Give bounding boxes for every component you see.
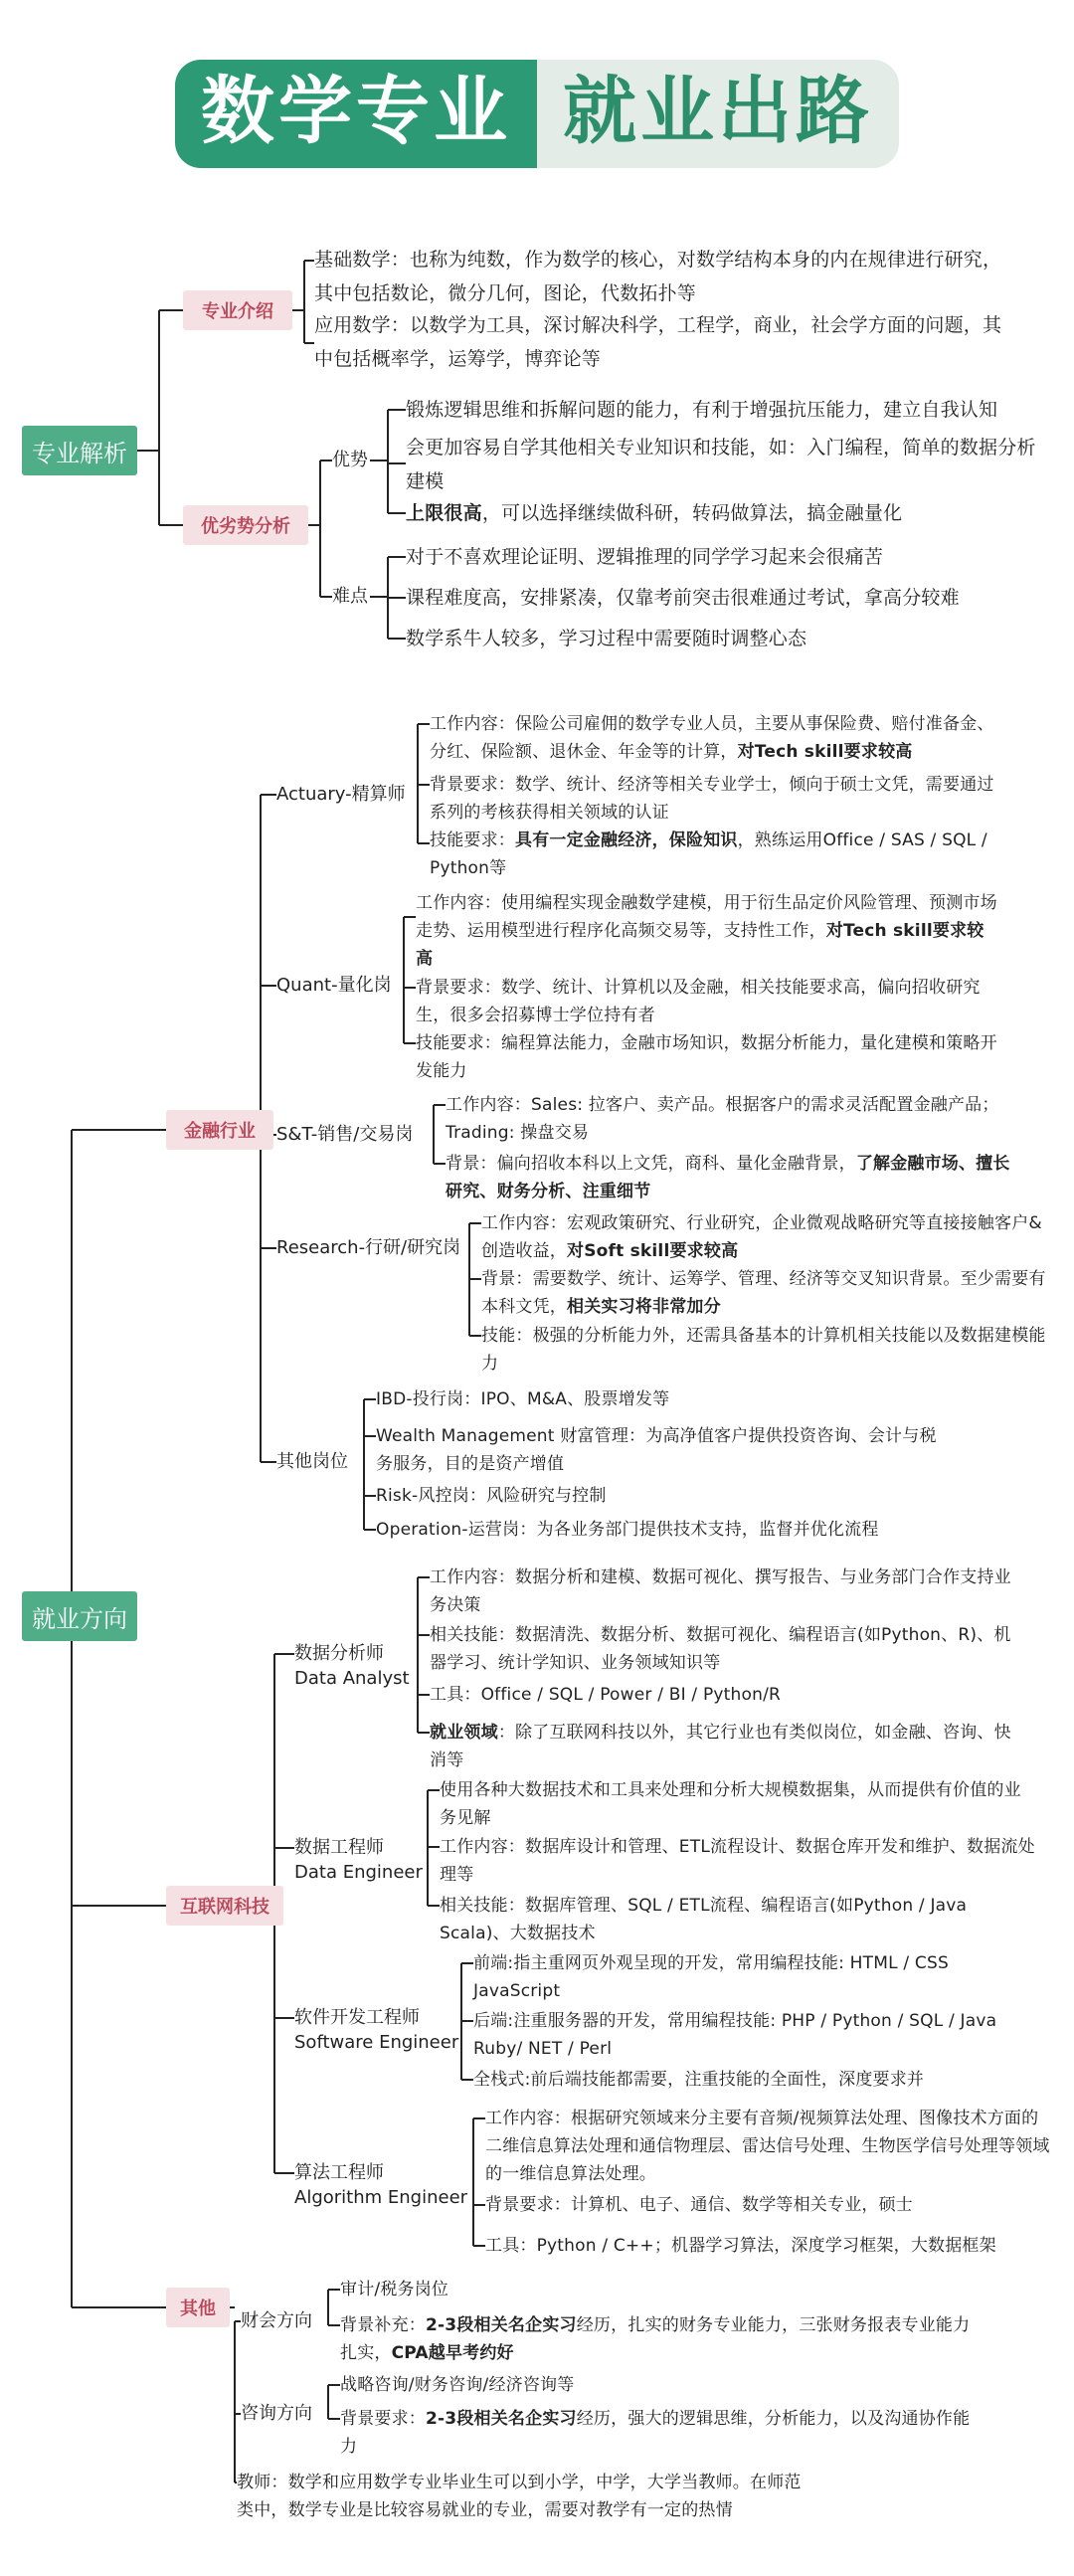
intro-pure-math — [314, 243, 1010, 310]
node-algorithm-engineer — [294, 2160, 467, 2210]
body-text: 经历，扎实的财务专业能力，三张财务报表专业能力扎实， — [340, 2315, 971, 2363]
pros-item-2 — [406, 431, 1042, 498]
body-text: 工作内容：保险公司雇佣的数学专业人员，主要从事保险费、赔付准备金、分红、保险额、退休金、年金等的计算， — [430, 714, 994, 762]
pros-item-3 — [406, 496, 1042, 530]
node-internet: 互联网科技 — [166, 1886, 283, 1926]
body-text: 技能要求： — [430, 830, 515, 850]
highlight-text: 具有一定金融经济，保险知识 — [515, 830, 738, 850]
body-text: 背景要求： — [340, 2409, 426, 2429]
body-text: 技能要求：编程算法能力，金融市场知识，数据分析能力，量化建模和策略开发能力 — [416, 1033, 997, 1081]
software-backend — [473, 2007, 1030, 2063]
highlight-text: 上限很高 — [406, 502, 482, 524]
body-text: 锻炼逻辑思维和拆解问题的能力，有利于增强抗压能力，建立自我认知 — [406, 399, 998, 421]
node-cons: 难点 — [332, 586, 368, 607]
body-text: 技能：极强的分析能力外，还需具备基本的计算机相关技能以及数据建模能力 — [481, 1326, 1046, 1374]
body-text: 数学系牛人较多，学习过程中需要随时调整心态 — [406, 628, 807, 649]
other-operation — [376, 1516, 953, 1544]
cons-item-2 — [406, 581, 1042, 615]
body-text: 工具：Office / SQL / Power / BI / Python/R — [430, 1685, 782, 1705]
software-fullstack — [473, 2066, 1030, 2094]
body-text: 教师：数学和应用数学专业毕业生可以到小学，中学，大学当教师。在师范类中，数学专业是比较容易就业的专业，需要对教学有一定的热情 — [237, 2473, 802, 2520]
software-engineer-cn: 软件开发工程师 — [294, 2007, 420, 2028]
body-text: 相关技能：数据库管理、SQL / ETL流程、编程语言(如Python / Java Scala)、大数据技术 — [440, 1896, 968, 1943]
body-text: 工作内容：使用编程实现金融数学建模，用于衍生品定价风险管理、预测市场走势、运用模型进行程序化高频交易等，支持性工作， — [416, 893, 997, 941]
node-actuary: Actuary-精算师 — [276, 784, 406, 805]
node-quant: Quant-量化岗 — [276, 975, 392, 996]
cons-item-1 — [406, 540, 1042, 574]
node-data-engineer — [294, 1835, 423, 1885]
node-finance: 金融行业 — [166, 1110, 273, 1150]
page-title — [175, 60, 899, 168]
software-frontend — [473, 1949, 1030, 2005]
analyst-work — [430, 1564, 1026, 1619]
snt-background — [446, 1150, 1022, 1205]
body-text: 会更加容易自学其他相关专业知识和技能，如：入门编程，简单的数据分析建模 — [406, 437, 1036, 492]
node-other-positions: 其他岗位 — [276, 1451, 348, 1472]
actuary-work — [430, 710, 1006, 766]
algorithm-work — [485, 2105, 1052, 2188]
consulting-background — [340, 2405, 977, 2461]
body-text: ，熟练运用Office / SAS / SQL / Python等 — [430, 830, 987, 878]
body-text: IBD-投行岗：IPO、M&A、股票增发等 — [376, 1389, 670, 1409]
highlight-text: 2-3段相关名企实习 — [426, 2315, 577, 2335]
body-text: 工作内容：数据分析和建模、数据可视化、撰写报告、与业务部门合作支持业务决策 — [430, 1567, 1011, 1615]
highlight-text: CPA越早考约好 — [391, 2343, 514, 2363]
title-part1: 数学专业 — [175, 60, 537, 168]
body-text: ：除了互联网科技以外，其它行业也有类似岗位，如金融、咨询、快消等 — [430, 1723, 1011, 1770]
body-text: 审计/税务岗位 — [340, 2280, 449, 2300]
accounting-position — [340, 2276, 977, 2303]
data-analyst-en: Data Analyst — [294, 1668, 410, 1689]
teacher-note — [237, 2469, 804, 2524]
analyst-fields — [430, 1719, 1026, 1774]
data-analyst-cn: 数据分析师 — [294, 1643, 384, 1664]
body-text: 工作内容：宏观政策研究、行业研究，企业微观战略研究等直接接触客户&创造收益， — [481, 1213, 1042, 1261]
body-text: Risk-风控岗：风险研究与控制 — [376, 1486, 607, 1506]
research-skills — [481, 1322, 1058, 1378]
body-text: 前端:指主重网页外观呈现的开发，常用编程技能: HTML / CSS JavaScript — [473, 1953, 949, 2001]
snt-work — [446, 1091, 1022, 1147]
highlight-text: 对Tech skill要求较高 — [737, 742, 913, 762]
research-work — [481, 1209, 1058, 1265]
engineer-summary — [440, 1776, 1036, 1832]
quant-work — [416, 889, 998, 973]
body-text: 工作内容：根据研究领域来分主要有音频/视频算法处理、图像技术方面的二维信息算法处理和通信物理层、雷达信号处理、生物医学信号处理等领域的一维信息算法处理。 — [485, 2109, 1050, 2184]
algorithm-background — [485, 2191, 1052, 2219]
highlight-text: 相关实习将非常加分 — [567, 1297, 721, 1317]
node-major-intro: 专业介绍 — [183, 290, 292, 330]
node-data-analyst — [294, 1641, 410, 1691]
analyst-tools — [430, 1681, 1026, 1709]
title-part2: 就业出路 — [537, 60, 899, 168]
analyst-skills — [430, 1621, 1026, 1677]
actuary-skills — [430, 827, 1006, 882]
software-engineer-en: Software Engineer — [294, 2032, 459, 2053]
body-text: 背景补充： — [340, 2315, 426, 2335]
highlight-text: 对Tech skill要求较高 — [416, 921, 984, 969]
body-text: ，可以选择继续做科研，转码做算法，搞金融量化 — [481, 502, 903, 524]
node-consulting: 咨询方向 — [241, 2403, 312, 2424]
node-snt: S&T-销售/交易岗 — [276, 1124, 414, 1145]
body-text: 全栈式:前后端技能都需要，注重技能的全面性，深度要求并 — [473, 2070, 925, 2090]
quant-background — [416, 974, 998, 1029]
data-engineer-en: Data Engineer — [294, 1862, 423, 1883]
body-text: 后端:注重服务器的开发，常用编程技能: PHP / Python / SQL / Java Ruby/ NET / Perl — [473, 2011, 997, 2059]
accounting-background — [340, 2311, 977, 2367]
body-text: 相关技能：数据清洗、数据分析、数据可视化、编程语言(如Python、R)、机器学习、统计学知识、业务领域知识等 — [430, 1625, 1011, 1673]
other-wealth-management — [376, 1422, 953, 1478]
body-text: 背景要求：计算机、电子、通信、数学等相关专业，硕士 — [485, 2195, 913, 2215]
data-engineer-cn: 数据工程师 — [294, 1837, 384, 1858]
body-text: 对于不喜欢理论证明、逻辑推理的同学学习起来会很痛苦 — [406, 546, 884, 568]
consulting-position — [340, 2371, 977, 2399]
quant-skills — [416, 1029, 998, 1085]
node-pros-cons: 优劣势分析 — [183, 505, 308, 545]
engineer-skills — [440, 1892, 1036, 1947]
intro-applied-math — [314, 308, 1010, 376]
algorithm-engineer-cn: 算法工程师 — [294, 2162, 384, 2183]
highlight-text: 对Soft skill要求较高 — [567, 1241, 739, 1261]
algorithm-tools — [485, 2232, 1052, 2260]
body-text: 使用各种大数据技术和工具来处理和分析大规模数据集，从而提供有价值的业务见解 — [440, 1780, 1021, 1828]
research-background — [481, 1265, 1058, 1321]
body-text: Wealth Management 财富管理：为高净值客户提供投资咨询、会计与税务服务，目的是资产增值 — [376, 1426, 937, 1474]
body-text: 工作内容：数据库设计和管理、ETL流程设计、数据仓库开发和维护、数据流处理等 — [440, 1837, 1035, 1885]
node-research: Research-行研/研究岗 — [276, 1237, 461, 1258]
node-accounting: 财会方向 — [241, 2310, 312, 2331]
cons-item-3 — [406, 622, 1042, 655]
body-text: 背景要求：数学、统计、计算机以及金融，相关技能要求高，偏向招收研究生，很多会招募博士学位持有者 — [416, 978, 981, 1025]
body-text: 背景：偏向招收本科以上文凭，商科、量化金融背景， — [446, 1154, 856, 1174]
body-text: Operation-运营岗：为各业务部门提供技术支持，监督并优化流程 — [376, 1520, 879, 1540]
pros-item-1 — [406, 393, 1042, 427]
body-text: 背景要求：数学、统计、经济等相关专业学士，倾向于硕士文凭，需要通过系列的考核获得相关领域的认证 — [430, 775, 994, 823]
engineer-work — [440, 1833, 1036, 1889]
other-ibd — [376, 1385, 953, 1413]
body-text: 背景：需要数学、统计、运筹学、管理、经济等交叉知识背景。至少需要有本科文凭， — [481, 1269, 1046, 1317]
algorithm-engineer-en: Algorithm Engineer — [294, 2187, 468, 2208]
other-risk — [376, 1482, 953, 1510]
root-node-major-analysis: 专业解析 — [22, 426, 137, 475]
root-node-career-direction: 就业方向 — [22, 1591, 137, 1641]
highlight-text: 2-3段相关名企实习 — [426, 2409, 577, 2429]
body-text: 工作内容：Sales: 拉客户、卖产品。根据客户的需求灵活配置金融产品；Trading: 操盘交易 — [446, 1095, 999, 1143]
body-text: 工具：Python / C++；机器学习算法，深度学习框架，大数据框架 — [485, 2236, 996, 2256]
body-text: 基础数学：也称为纯数，作为数学的核心，对数学结构本身的内在规律进行研究，其中包括数论，微分几何，图论，代数拓扑等 — [314, 249, 1002, 304]
body-text: 经历，强大的逻辑思维，分析能力，以及沟通协作能力 — [340, 2409, 971, 2457]
body-text: 应用数学：以数学为工具，深讨解决科学，工程学，商业，社会学方面的问题，其中包括概率学，运筹学，博弈论等 — [314, 314, 1002, 370]
node-software-engineer — [294, 2005, 458, 2055]
highlight-text: 了解金融市场、擅长研究、财务分析、注重细节 — [446, 1154, 1010, 1201]
actuary-background — [430, 771, 1006, 827]
node-others: 其他 — [166, 2288, 230, 2327]
body-text: 课程难度高，安排紧凑，仅靠考前突击很难通过考试，拿高分较难 — [406, 587, 960, 609]
highlight-text: 就业领域 — [430, 1723, 498, 1743]
node-pros: 优势 — [332, 450, 368, 470]
body-text: 战略咨询/财务咨询/经济咨询等 — [340, 2375, 575, 2395]
